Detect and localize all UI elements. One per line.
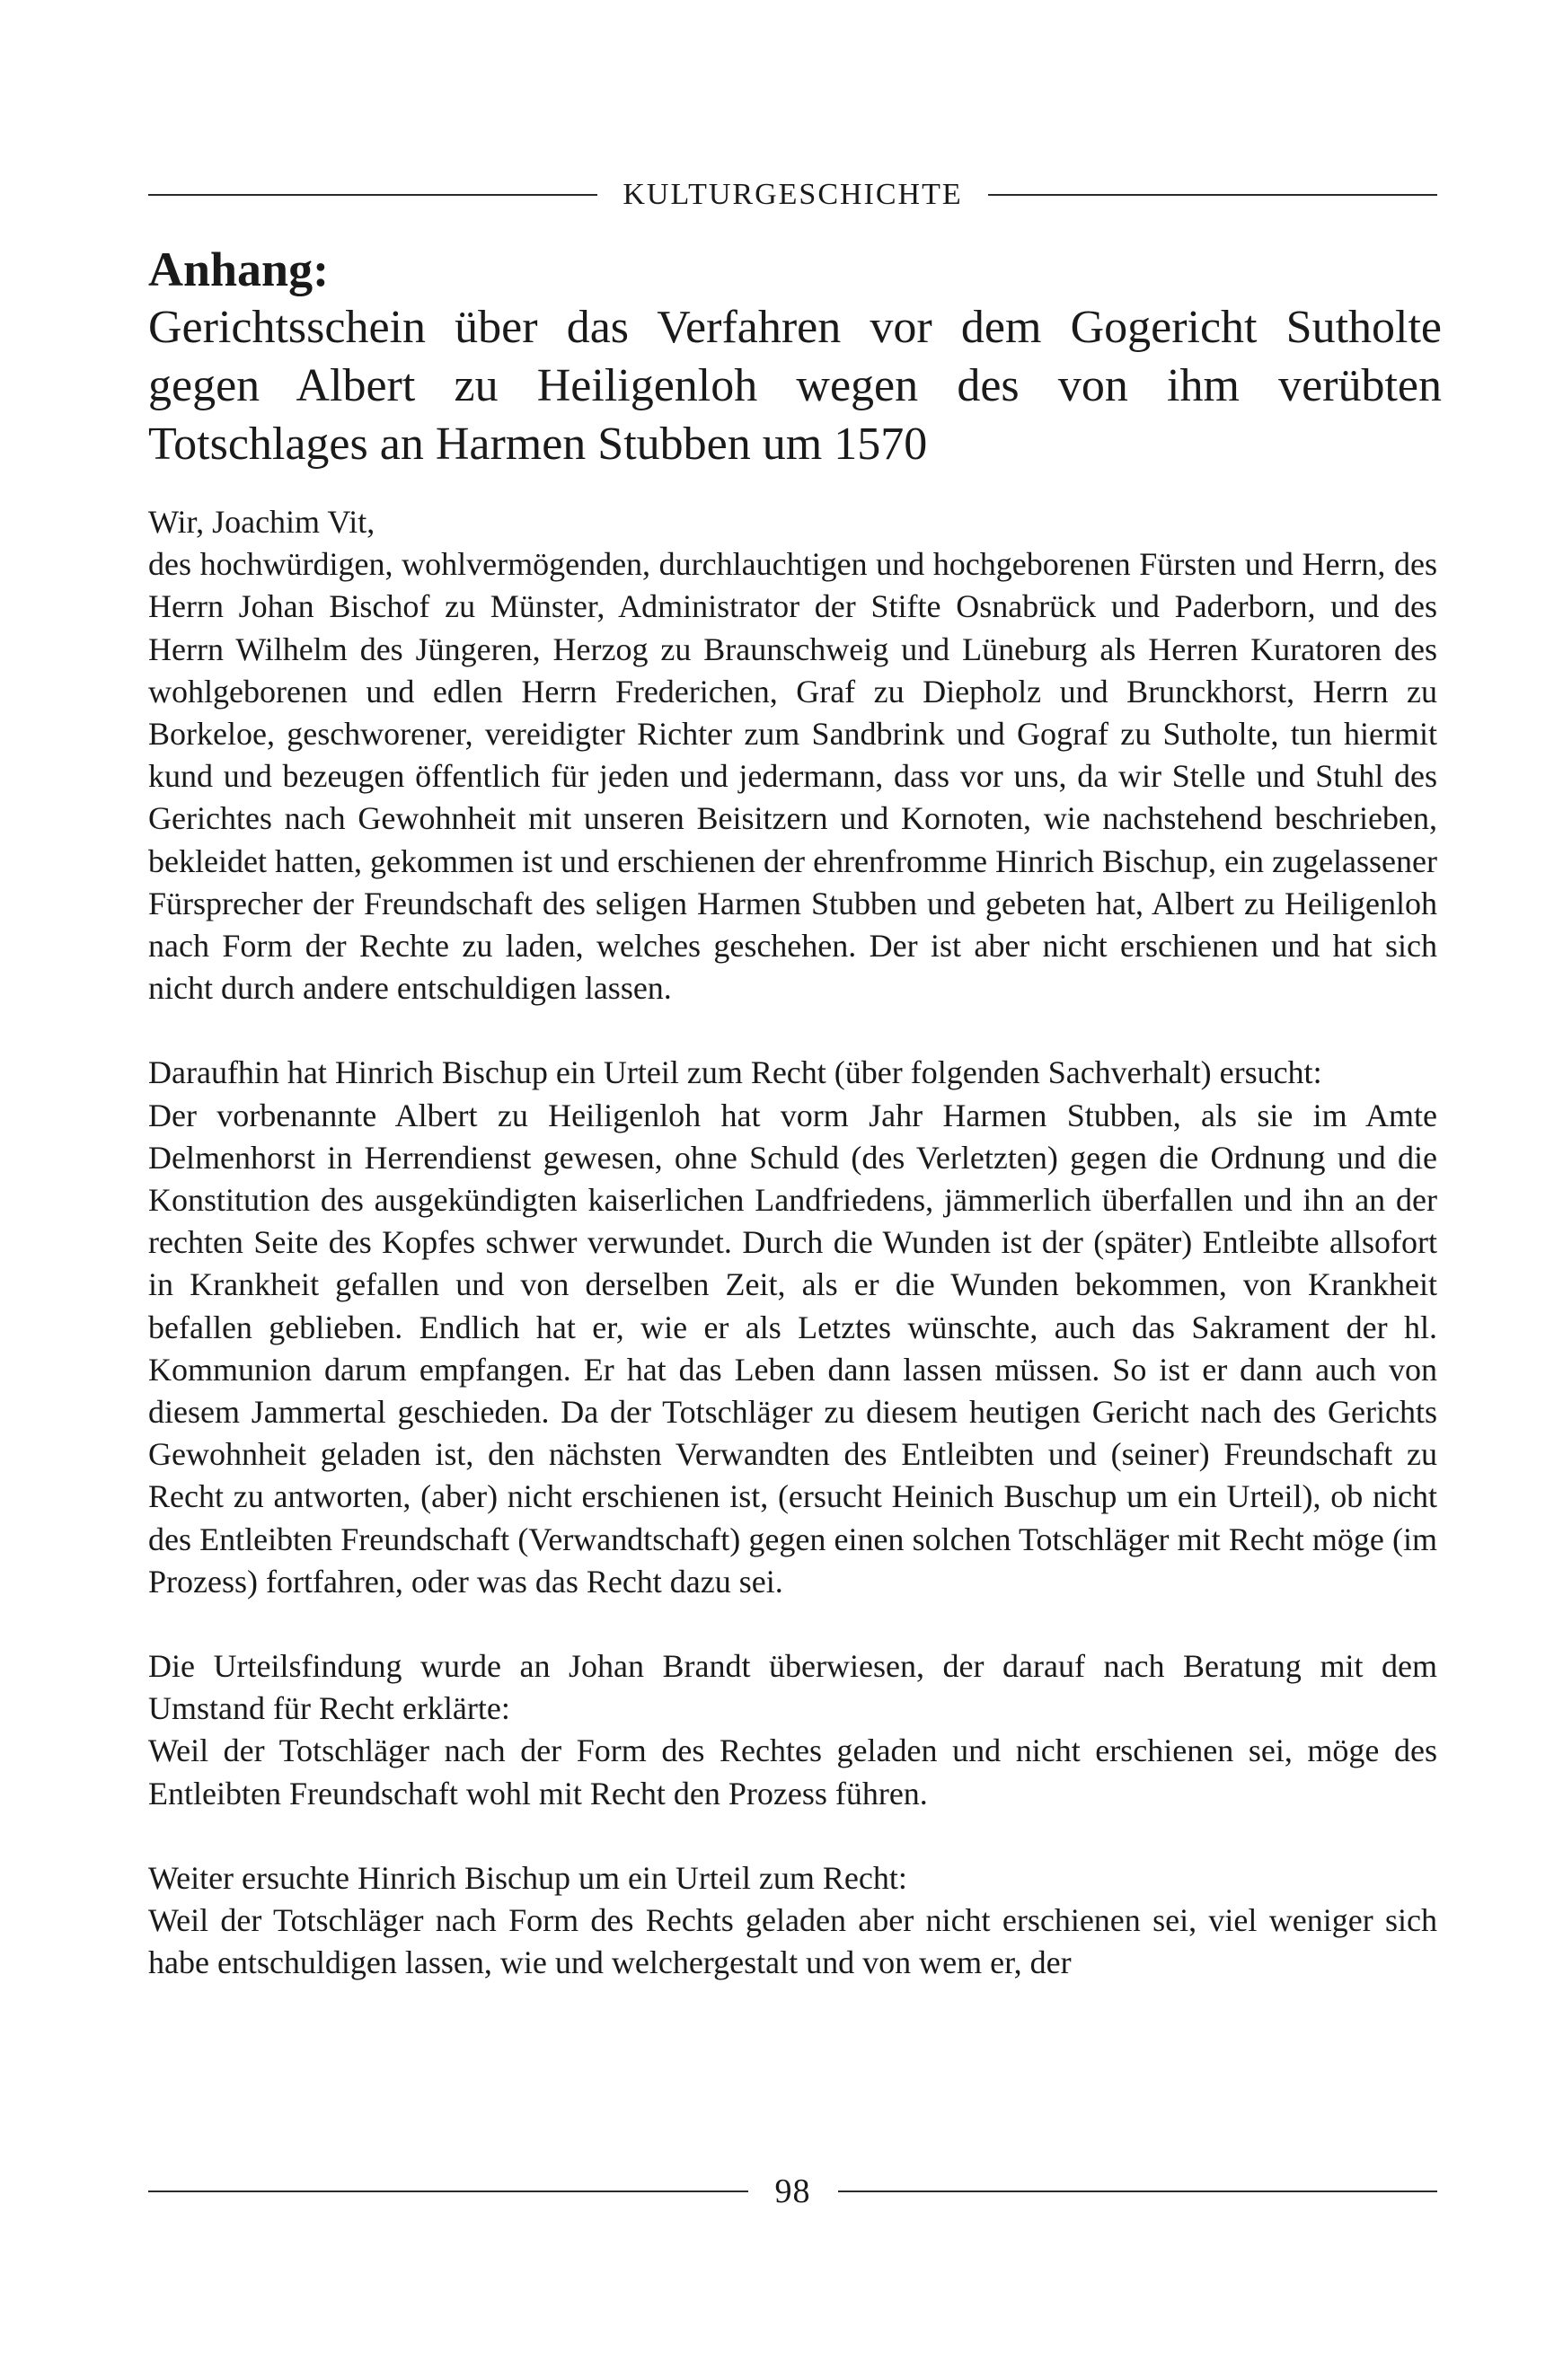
header-rule-right: [988, 194, 1437, 196]
section-title: KULTURGESCHICHTE: [623, 178, 963, 211]
appendix-label: Anhang:: [148, 242, 330, 296]
paragraph-judgment-transfer: Die Urteilsfindung wurde an Johan Brandt überwiesen, der darauf nach Beratung mit dem Umstand für Recht erklärte:: [148, 1648, 1437, 1727]
paragraph-salutation: Wir, Joachim Vit,: [148, 504, 375, 540]
document-title: Gerichtsschein über das Verfahren vor dem Gogericht Sutholte gegen Albert zu Heiligenloh wegen des von ihm verübten Totschlages an Harmen Stubben um 1570: [148, 302, 1442, 470]
footer-rule-left: [148, 2190, 748, 2192]
paragraph-introduction: des hochwürdigen, wohlvermögenden, durchlauchtigen und hochgeborenen Fürsten und Herrn, des Herrn Johan Bischof zu Münster, Administrator der Stifte Osnabrück und Paderborn, und des Herrn Wilhelm des Jüngeren, Herzog zu Braunschweig und Lüneburg als Herren Kuratoren des wohlgeborenen und edlen Herrn Frederichen, Graf zu Diepholz und Brunckhorst, Herrn zu Borkeloe, geschworener, vereidigter Richter zum Sandbrink und Gograf zu Sutholte, tun hiermit kund und bezeugen öffentlich für jeden und jedermann, dass vor uns, da wir Stelle und Stuhl des Gerichtes nach Gewohnheit mit unseren Beisitzern und Kornoten, wie nachstehend beschrieben, bekleidet hatten, gekommen ist und erschienen der ehrenfromme Hinrich Bischup, ein zugelassener Fürsprecher der Freundschaft des seligen Harmen Stubben und gebeten hat, Albert zu Heiligenloh nach Form der Rechte zu laden, welches geschehen. Der ist aber nicht erschienen und hat sich nicht durch andere entschuldigen lassen.: [148, 546, 1437, 1007]
paragraph-further-request: Weiter ersuchte Hinrich Bischup um ein Urteil zum Recht:: [148, 1859, 907, 1896]
paragraph-continuation: Weil der Totschläger nach Form des Rechts geladen aber nicht erschienen sei, viel weniger sich habe entschuldigen lassen, wie und welchergestalt und von wem er, der: [148, 1902, 1437, 1981]
paragraph-request: Daraufhin hat Hinrich Bischup ein Urteil zum Recht (über folgenden Sachverhalt) ersucht:: [148, 1054, 1322, 1091]
body-text: [148, 501, 1437, 1985]
running-header: [148, 178, 1437, 212]
header-rule-left: [148, 194, 597, 196]
page-footer: [148, 2172, 1437, 2211]
paragraph-judgment: Weil der Totschläger nach der Form des Rechtes geladen und nicht erschienen sei, möge des Entleibten Freundschaft wohl mit Recht den Prozess führen.: [148, 1732, 1437, 1811]
paragraph-facts: Der vorbenannte Albert zu Heiligenloh hat vorm Jahr Harmen Stubben, als sie im Amte Delmenhorst in Herrendienst gewesen, ohne Schuld (des Verletzten) gegen die Ordnung und die Konstitution des ausgekündigten kaiserlichen Landfriedens, jämmerlich überfallen und ihn an der rechten Seite des Kopfes schwer verwundet. Durch die Wunden ist der (später) Entleibte allsofort in Krankheit gefallen und von derselben Zeit, als er die Wunden bekommen, von Krankheit befallen geblieben. Endlich hat er, wie er als Letztes wünschte, auch das Sakrament der hl. Kommunion darum empfangen. Er hat das Leben dann lassen müssen. So ist er dann auch von diesem Jammertal geschieden. Da der Totschläger zu diesem heutigen Gericht nach des Gerichts Gewohnheit geladen ist, den nächsten Verwandten des Entleibten und (seiner) Freundschaft zu Recht zu antworten, (aber) nicht erschienen ist, (ersucht Heinich Buschup um ein Urteil), ob nicht des Entleibten Freundschaft (Verwandtschaft) gegen einen solchen Totschläger mit Recht möge (im Prozess) fortfahren, oder was das Recht dazu sei.: [148, 1097, 1437, 1600]
heading-block: [148, 241, 1442, 473]
page-number: 98: [774, 2173, 811, 2210]
footer-rule-right: [838, 2190, 1438, 2192]
